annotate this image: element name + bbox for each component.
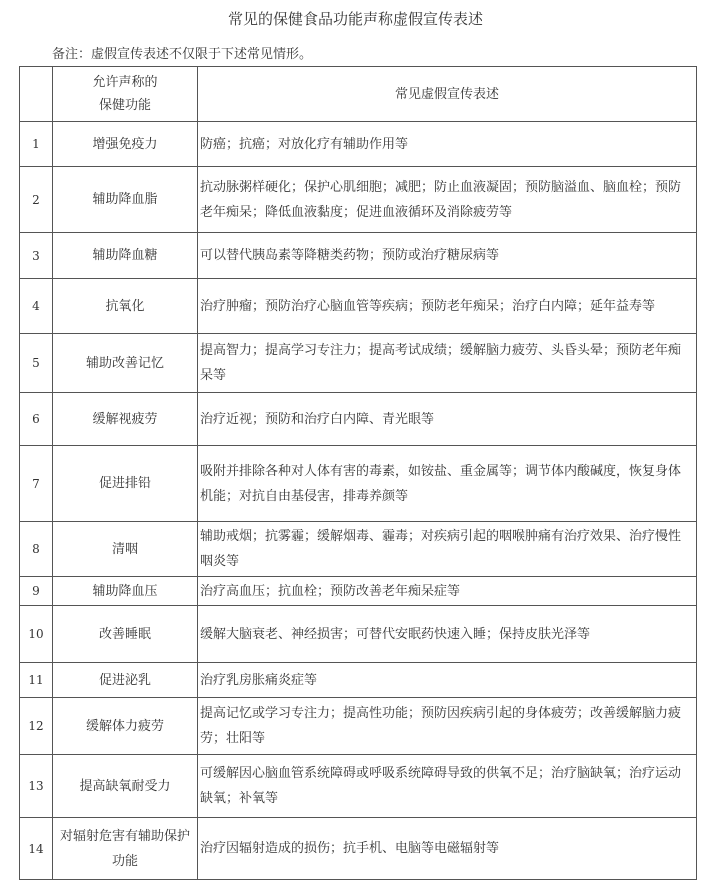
row-number: 4 xyxy=(20,279,53,334)
row-description: 缓解大脑衰老、神经损害；可替代安眠药快速入睡；保持皮肤光泽等 xyxy=(198,606,697,663)
row-number: 3 xyxy=(20,233,53,279)
header-function-line2: 保健功能 xyxy=(98,98,151,113)
row-function: 清咽 xyxy=(53,522,198,577)
row-function: 改善睡眠 xyxy=(53,606,198,663)
table-header-row xyxy=(20,67,697,122)
row-function: 辅助改善记忆 xyxy=(53,334,198,393)
table-row xyxy=(20,233,697,279)
header-number xyxy=(20,67,53,122)
row-description: 防癌；抗癌；对放化疗有辅助作用等 xyxy=(198,122,697,167)
row-number: 2 xyxy=(20,167,53,233)
row-number: 14 xyxy=(20,818,53,880)
row-number: 9 xyxy=(20,577,53,606)
table-row xyxy=(20,663,697,698)
header-description: 常见虚假宣传表述 xyxy=(198,67,697,122)
table-row xyxy=(20,122,697,167)
row-function: 增强免疫力 xyxy=(53,122,198,167)
row-number: 8 xyxy=(20,522,53,577)
row-description: 治疗高血压；抗血栓；预防改善老年痴呆症等 xyxy=(198,577,697,606)
table-row xyxy=(20,698,697,755)
table-row xyxy=(20,577,697,606)
row-description: 抗动脉粥样硬化；保护心肌细胞；减肥；防止血液凝固；预防脑溢血、脑血栓；预防老年痴呆；降低血液黏度；促进血液循环及消除疲劳等 xyxy=(198,167,697,233)
row-function: 促进泌乳 xyxy=(53,663,198,698)
row-description: 可以替代胰岛素等降糖类药物；预防或治疗糖尿病等 xyxy=(198,233,697,279)
row-function: 缓解视疲劳 xyxy=(53,393,198,446)
row-number: 13 xyxy=(20,755,53,818)
table-row xyxy=(20,446,697,522)
row-number: 6 xyxy=(20,393,53,446)
table-row xyxy=(20,167,697,233)
row-description: 治疗近视；预防和治疗白内障、青光眼等 xyxy=(198,393,697,446)
row-function: 辅助降血压 xyxy=(53,577,198,606)
note-text: 备注：虚假宣传表述不仅限于下述常见情形。 xyxy=(52,47,313,62)
row-description: 提高记忆或学习专注力；提高性功能；预防因疾病引起的身体疲劳；改善缓解脑力疲劳；壮阳等 xyxy=(198,698,697,755)
row-function: 提高缺氧耐受力 xyxy=(53,755,198,818)
page-title: 常见的保健食品功能声称虚假宣传表述 xyxy=(227,10,483,28)
row-number: 1 xyxy=(20,122,53,167)
row-function: 缓解体力疲劳 xyxy=(53,698,198,755)
header-function xyxy=(53,67,198,122)
header-function-line1: 允许声称的 xyxy=(92,75,158,90)
row-description: 辅助戒烟；抗雾霾；缓解烟毒、霾毒；对疾病引起的咽喉肿痛有治疗效果、治疗慢性咽炎等 xyxy=(198,522,697,577)
row-description: 治疗肿瘤；预防治疗心脑血管等疾病；预防老年痴呆；治疗白内障；延年益寿等 xyxy=(198,279,697,334)
table-row xyxy=(20,606,697,663)
table-row xyxy=(20,393,697,446)
row-description: 治疗因辐射造成的损伤；抗手机、电脑等电磁辐射等 xyxy=(198,818,697,880)
row-function: 促进排铅 xyxy=(53,446,198,522)
row-number: 7 xyxy=(20,446,53,522)
row-number: 12 xyxy=(20,698,53,755)
row-number: 11 xyxy=(20,663,53,698)
row-function: 辅助降血脂 xyxy=(53,167,198,233)
table-row xyxy=(20,818,697,880)
claims-table xyxy=(19,66,697,880)
table-row xyxy=(20,522,697,577)
table-row xyxy=(20,334,697,393)
row-description: 提高智力；提高学习专注力；提高考试成绩；缓解脑力疲劳、头昏头晕；预防老年痴呆等 xyxy=(198,334,697,393)
row-number: 10 xyxy=(20,606,53,663)
row-number: 5 xyxy=(20,334,53,393)
row-description: 治疗乳房胀痛炎症等 xyxy=(198,663,697,698)
row-description: 可缓解因心脑血管系统障碍或呼吸系统障碍导致的供氧不足；治疗脑缺氧；治疗运动缺氧；补氧等 xyxy=(198,755,697,818)
row-function: 辅助降血糖 xyxy=(53,233,198,279)
table-row xyxy=(20,755,697,818)
row-function: 对辐射危害有辅助保护功能 xyxy=(53,818,198,880)
table-row xyxy=(20,279,697,334)
row-function: 抗氧化 xyxy=(53,279,198,334)
row-description: 吸附并排除各种对人体有害的毒素，如铵盐、重金属等；调节体内酸碱度，恢复身体机能；对抗自由基侵害，排毒养颜等 xyxy=(198,446,697,522)
